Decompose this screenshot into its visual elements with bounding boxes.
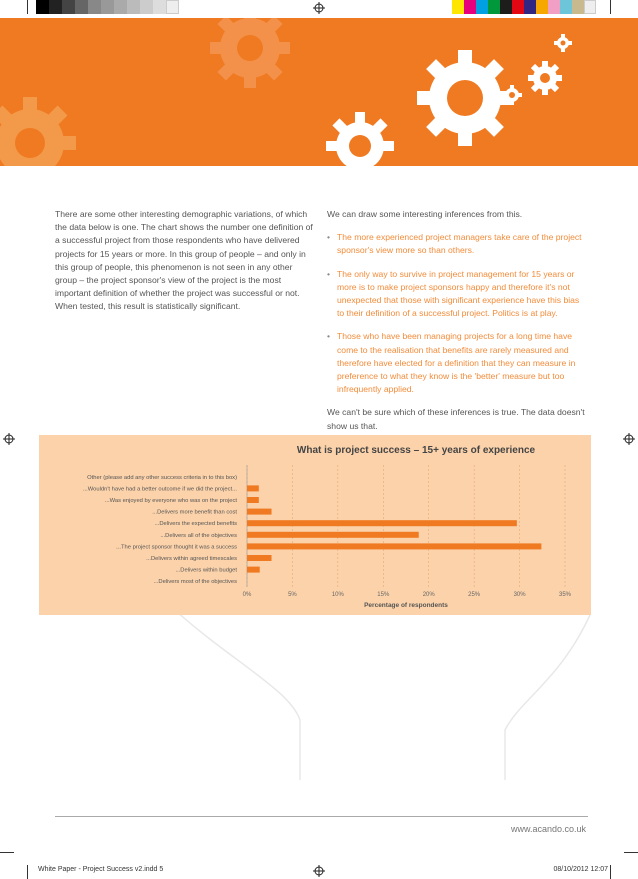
x-tick-label: 35% — [558, 592, 572, 598]
left-paragraph: There are some other interesting demographic variations, of which the data below is one. The chart shows the number one definition of a successful project from those respondents who have delivered projects for 15 years or more. In this group of people – and only in this group of people, this phenomenon is not seen in any other group – the project sponsor's view of the project is the most important definition of whether the project was successful or not. When tested, this result is statistically significant. — [55, 209, 313, 312]
left-column — [55, 208, 315, 314]
right-closing: We can't be sure which of these inferences is true. The data doesn't show us that. — [327, 407, 585, 431]
category-label: ...Delivers within budget — [175, 567, 237, 574]
inference-item: • Those who have been managing projects for a long time have come to the realisation that benefits are rarely measured and therefore have elected for a definition that they can measure in preference to what they know is the 'better' measure but too infrequently applied. — [327, 330, 587, 396]
inference-item: • The more experienced project managers take care of the project sponsor's view more so than others. — [327, 231, 587, 257]
category-label: ...The project sponsor thought it was a success — [116, 544, 237, 551]
bar — [247, 555, 272, 561]
category-label: ...Delivers more benefit than cost — [152, 509, 237, 516]
x-tick-label: 10% — [331, 592, 344, 598]
footer-url[interactable]: www.acando.co.uk — [510, 824, 586, 834]
x-tick-label: 30% — [513, 592, 526, 598]
x-tick-label: 25% — [468, 592, 481, 598]
category-label: Other (please add any other success criteria in to this box) — [87, 474, 237, 481]
category-label: ...Was enjoyed by everyone who was on the project — [104, 498, 237, 504]
inference-list — [327, 231, 587, 396]
print-slug-date: 08/10/2012 12:07 — [553, 866, 608, 873]
category-label: ...Delivers the expected benefits — [154, 521, 237, 528]
right-column — [327, 208, 587, 443]
print-slug: White Paper - Project Success v2.indd 5 — [38, 866, 164, 873]
category-label: ...Delivers within agreed timescales — [146, 556, 237, 562]
category-label: ...Wouldn't have had a better outcome if we did the project... — [82, 486, 237, 493]
bar — [247, 509, 272, 515]
footer-rule — [55, 816, 588, 817]
inference-item: • The only way to survive in project management for 15 years or more is to make project sponsors happy and therefore it's not unexpected that those with significant experience have this bias to their definition of a successful project. Politics is at play. — [327, 268, 587, 321]
bar — [247, 485, 259, 491]
x-axis-label: Percentage of respondents — [364, 602, 448, 609]
x-tick-label: 15% — [377, 592, 390, 598]
bar-chart — [39, 435, 591, 615]
bar — [247, 497, 259, 503]
bar — [247, 567, 260, 573]
x-tick-label: 5% — [288, 592, 297, 598]
chart-title: What is project success – 15+ years of experience — [296, 445, 536, 456]
right-intro: We can draw some interesting inferences from this. — [327, 209, 523, 219]
bar — [247, 543, 541, 549]
category-label: ...Delivers most of the objectives — [153, 579, 237, 586]
bar — [247, 520, 517, 526]
chart-panel — [39, 435, 591, 615]
x-tick-label: 0% — [242, 592, 252, 598]
bar — [247, 532, 419, 538]
category-label: ...Delivers all of the objectives — [160, 532, 237, 539]
x-tick-label: 20% — [422, 592, 435, 598]
